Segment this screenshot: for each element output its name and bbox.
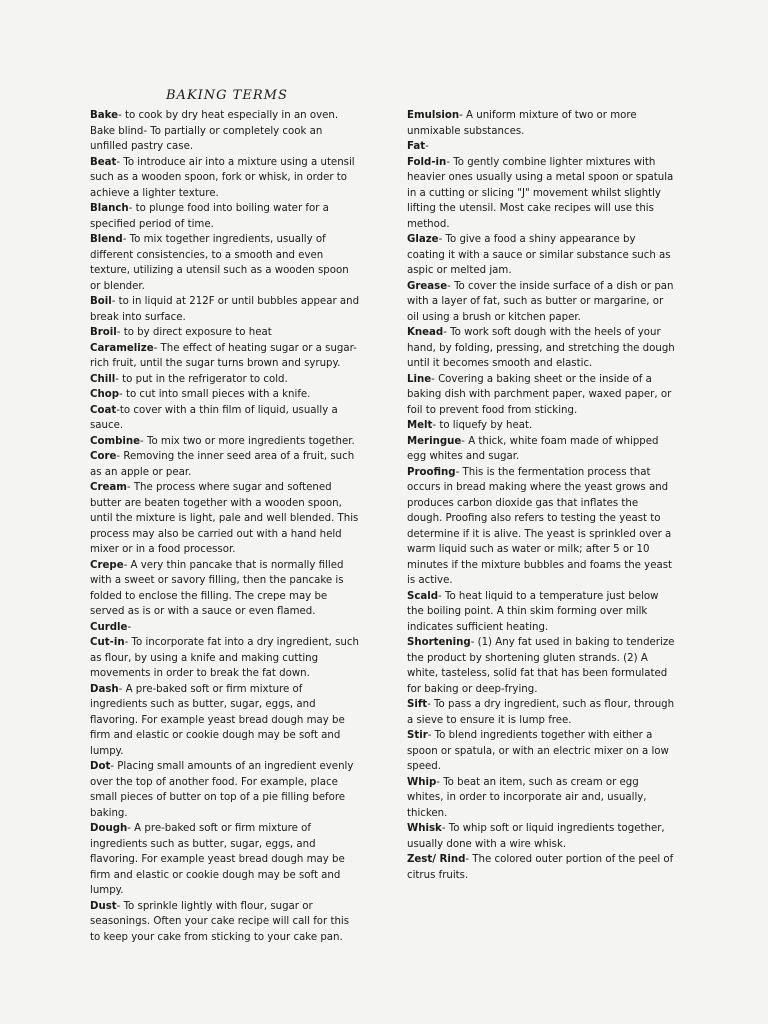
- term-entry: [407, 697, 675, 728]
- term-entry: [90, 372, 360, 388]
- term-entry: [90, 558, 360, 620]
- term-definition: - to plunge food into boiling water for a specified period of time.: [90, 203, 329, 230]
- term-definition: - The effect of heating sugar or a sugar-rich fruit, until the sugar turns brown and syrupy.: [90, 342, 357, 369]
- term-entry: [407, 418, 675, 434]
- term-definition: - Covering a baking sheet or the inside of a baking dish with parchment paper, waxed paper, or foil to prevent food from sticking.: [407, 373, 672, 416]
- term-definition: - To cover the inside surface of a dish or pan with a layer of fat, such as butter or margarine, or oil using a brush or kitchen paper.: [407, 280, 674, 323]
- term-definition: - To work soft dough with the heels of your hand, by folding, pressing, and stretching the dough until it becomes smooth and elastic.: [407, 327, 675, 369]
- term-name: Sift: [407, 699, 428, 710]
- term-definition: - To give a food a shiny appearance by coating it with a sauce or similar substance such as aspic or melted jam.: [407, 234, 671, 276]
- term-entry: [407, 372, 675, 419]
- term-definition: - To mix two or more ingredients together.: [140, 435, 355, 447]
- term-definition: - To introduce air into a mixture using a utensil such as a wooden spoon, fork or whisk, in order to achieve a lighter texture.: [90, 156, 355, 199]
- term-name: Bake: [90, 110, 119, 121]
- term-name: Coat: [90, 404, 117, 416]
- term-definition: - To incorporate fat into a dry ingredient, such as flour, by using a knife and making cutting movements in order to break the fat down.: [90, 637, 359, 679]
- term-entry: [90, 759, 360, 821]
- term-definition: - A pre-baked soft or firm mixture of ingredients such as butter, sugar, eggs, and flavoring. For example yeast bread dough may be firm and elastic or cookie dough may be soft and lumpy.: [90, 823, 345, 896]
- term-entry: [407, 728, 675, 775]
- term-definition: - To whip soft or liquid ingredients together, usually done with a wire whisk.: [407, 823, 665, 850]
- term-definition: Bake blind- To partially or completely cook an unfilled pastry case.: [90, 125, 323, 152]
- term-name: Blanch: [90, 203, 129, 214]
- term-entry: [90, 635, 360, 682]
- term-name: Core: [90, 451, 117, 462]
- term-definition: - To beat an item, such as cream or egg whites, in order to incorporate air and, usually, thicken.: [407, 776, 647, 819]
- term-name: Melt: [407, 420, 433, 431]
- term-entry: [90, 620, 360, 636]
- term-name: Grease: [407, 280, 448, 292]
- term-definition: - to put in the refrigerator to cold.: [115, 373, 288, 385]
- term-entry: [407, 775, 675, 822]
- page-title: BAKING TERMS: [166, 88, 288, 103]
- term-entry: [407, 821, 675, 852]
- term-entry: [90, 682, 360, 760]
- term-entry: [407, 589, 675, 636]
- term-entry: [407, 279, 675, 326]
- term-name: Emulsion: [407, 110, 460, 121]
- term-name: Whip: [407, 776, 437, 788]
- term-name: Line: [407, 373, 432, 385]
- term-entry: [90, 480, 360, 558]
- term-definition: - The colored outer portion of the peel of citrus fruits.: [407, 854, 674, 881]
- term-entry: [90, 201, 360, 232]
- term-name: Zest/ Rind: [407, 854, 466, 865]
- term-definition: - A pre-baked soft or firm mixture of ingredients such as butter, sugar, eggs, and flavoring. For example yeast bread dough may be firm and elastic or cookie dough may be soft and lumpy.: [90, 683, 345, 757]
- term-entry: [90, 294, 360, 325]
- right-column: [407, 108, 675, 883]
- term-entry: [90, 325, 360, 341]
- term-entry: [90, 155, 360, 202]
- term-definition: - to in liquid at 212F or until bubbles appear and break into surface.: [90, 296, 360, 323]
- term-entry: [90, 341, 360, 372]
- term-definition: - To sprinkle lightly with flour, sugar or seasonings. Often your cake recipe will call for this to keep your cake from sticking to your cake pan.: [90, 900, 350, 943]
- term-name: Boil: [90, 296, 112, 307]
- term-entry: [90, 124, 360, 155]
- term-name: Curdle: [90, 621, 128, 633]
- term-entry: [407, 635, 675, 697]
- term-entry: [407, 434, 675, 465]
- term-name: Cut-in: [90, 637, 125, 648]
- term-definition: - Removing the inner seed area of a fruit, such as an apple or pear.: [90, 451, 355, 478]
- term-name: Beat: [90, 156, 117, 168]
- term-entry: [407, 139, 675, 155]
- term-definition: - to liquefy by heat.: [432, 420, 533, 431]
- term-entry: [407, 155, 675, 233]
- term-definition: - A uniform mixture of two or more unmixable substances.: [407, 110, 637, 137]
- term-name: Cream: [90, 482, 127, 493]
- term-definition: - To heat liquid to a temperature just below the boiling point. A thin skim forming over milk indicates sufficient heating.: [407, 590, 659, 633]
- term-definition: -to cover with a thin film of liquid, usually a sauce.: [90, 404, 338, 431]
- term-name: Dust: [90, 900, 117, 912]
- term-entry: [90, 387, 360, 403]
- term-name: Stir: [407, 730, 428, 741]
- term-definition: - to by direct exposure to heat: [116, 327, 272, 338]
- term-entry: [407, 232, 675, 279]
- term-definition: - to cook by dry heat especially in an oven.: [118, 110, 339, 121]
- term-entry: [407, 465, 675, 589]
- term-entry: [90, 899, 360, 946]
- term-name: Broil: [90, 327, 117, 338]
- term-definition: - To blend ingredients together with either a spoon or spatula, or with an electric mixer on a low speed.: [407, 730, 669, 772]
- term-definition: - To pass a dry ingredient, such as flour, through a sieve to ensure it is lump free.: [407, 699, 675, 726]
- term-definition: - A very thin pancake that is normally filled with a sweet or savory filling, then the pancake is folded to enclose the filling. The crepe may be served as is or with a sauce or even flamed.: [90, 559, 344, 617]
- term-entry: [90, 821, 360, 899]
- term-definition: - to cut into small pieces with a knife.: [119, 389, 311, 400]
- term-entry: [407, 852, 675, 883]
- term-definition: -: [127, 621, 132, 633]
- term-definition: - Placing small amounts of an ingredient evenly over the top of another food. For example, place small pieces of butter on top of a pie filling before baking.: [90, 761, 354, 819]
- term-entry: [407, 108, 675, 139]
- term-name: Caramelize: [90, 342, 154, 354]
- term-name: Fold-in: [407, 156, 447, 168]
- term-definition: - The process where sugar and softened butter are beaten together with a wooden spoon, until the mixture is light, pale and well blended. This process may also be carried out with a hand held mixer or in a food processor.: [90, 482, 359, 555]
- term-name: Blend: [90, 234, 123, 245]
- term-entry: [90, 108, 360, 124]
- term-definition: - A thick, white foam made of whipped egg whites and sugar.: [407, 435, 659, 462]
- term-definition: -: [425, 141, 429, 152]
- left-column: [90, 108, 360, 945]
- term-entry: [90, 449, 360, 480]
- term-name: Fat: [407, 141, 426, 152]
- term-definition: - To mix together ingredients, usually of different consistencies, to a smooth and even texture, utilizing a utensil such as a wooden spoon or blender.: [90, 234, 349, 292]
- term-name: Dot: [90, 761, 111, 772]
- term-name: Proofing: [407, 466, 456, 478]
- term-definition: - To gently combine lighter mixtures with heavier ones usually using a metal spoon or spatula in a cutting or slicing "J" movement whilst slightly lifting the utensil. Most cake recipes will use this method.: [407, 156, 674, 230]
- term-name: Meringue: [407, 435, 462, 447]
- term-name: Scald: [407, 590, 439, 602]
- term-definition: - (1) Any fat used in baking to tenderize the product by shortening gluten strands. (2) A white, tasteless, solid fat that has been formulated for baking or deep-frying.: [407, 637, 675, 695]
- term-name: Chill: [90, 373, 116, 385]
- term-name: Dash: [90, 683, 119, 695]
- term-name: Dough: [90, 823, 128, 834]
- term-name: Crepe: [90, 559, 124, 571]
- term-entry: [90, 403, 360, 434]
- term-name: Chop: [90, 389, 120, 400]
- term-name: Whisk: [407, 823, 442, 834]
- term-entry: [90, 434, 360, 450]
- term-entry: [407, 325, 675, 372]
- term-name: Combine: [90, 435, 141, 447]
- term-entry: [90, 232, 360, 294]
- term-name: Knead: [407, 327, 444, 338]
- term-definition: - This is the fermentation process that occurs in bread making where the yeast grows and produces carbon dioxide gas that inflates the dough. Proofing also refers to testing the yeast to determine if it is alive. The yeast is sprinkled over a warm liquid such as water or milk; after 5 or 10 minutes if the mixture bubbles and foams the yeast is active.: [407, 466, 673, 586]
- term-name: Glaze: [407, 234, 439, 245]
- term-name: Shortening: [407, 637, 471, 648]
